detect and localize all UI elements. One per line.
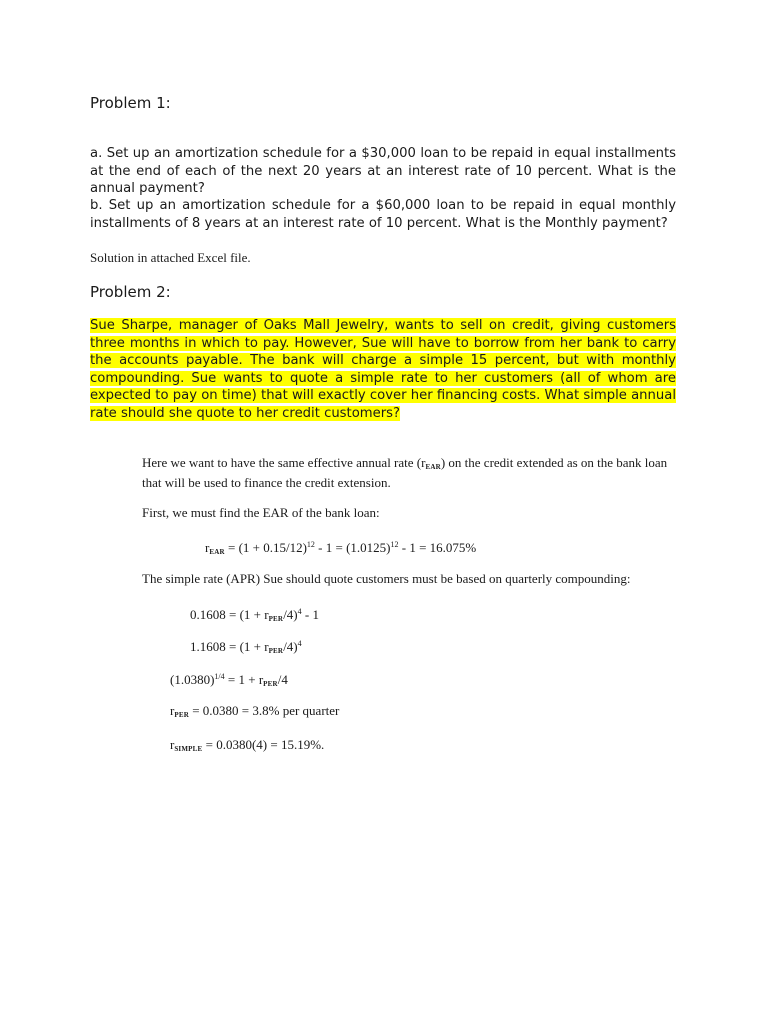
problem1-part-a: a. Set up an amortization schedule for a $30,000 loan to be repaid in equal installments at the end of each of the next 20 years at an interest rate of 10 percent. What is the annual payment? [90, 146, 676, 196]
problem1-heading: Problem 1: [90, 94, 171, 112]
equation-final: $r_{SIMPLE} = 0.0380(4) = 15.19\%$. [170, 737, 325, 753]
equation-step-1: $0.1608 = (1 + r_{PER}/4)^4 - 1$ [190, 607, 319, 623]
highlighted-question-text: Sue Sharpe, manager of Oaks Mall Jewelry, wants to sell on credit, giving customers three months in which to pay. However, Sue will have to borrow from her bank to carry the accounts payable. The bank will charge a simple 15 percent, but with monthly compounding. Sue wants to quote a simple rate to her customers (all of whom are expected to pay on time) that will exactly cover her financing costs. What simple annual rate should she quote to her credit customers? [90, 318, 676, 421]
solution-note: Solution in attached Excel file. [90, 250, 251, 265]
problem2-question [90, 317, 676, 422]
problem1-part-b: b. Set up an amortization schedule for a $60,000 loan to be repaid in equal monthly installments of 8 years at an interest rate of 10 percent. What is the Monthly payment? [90, 198, 676, 231]
equation-ear: $r_{EAR} = (1 + 0.15/12)^{12} - 1 = (1.0125)^{12} - 1 = 16.075\%$ [205, 540, 477, 556]
equation-step-2: $1.1608 = (1 + r_{PER}/4)^4$ [190, 639, 302, 655]
apr-note: The simple rate (APR) Sue should quote customers must be based on quarterly compounding: [142, 571, 631, 586]
solution-first-step: First, we must find the EAR of the bank loan: [142, 505, 380, 520]
equation-step-3: $(1.0380)^{1/4} = 1 + r_{PER}/4$ [170, 672, 288, 688]
equation-step-4: $r_{PER} = 0.0380 = 3.8\%$ per quarter [170, 703, 340, 719]
problem2-heading: Problem 2: [90, 283, 171, 301]
solution-intro: Here we want to have the same effective annual rate $(r_{EAR})$ on the credit extended as on the bank loan that will be used to finance the credit extension. [142, 455, 668, 490]
